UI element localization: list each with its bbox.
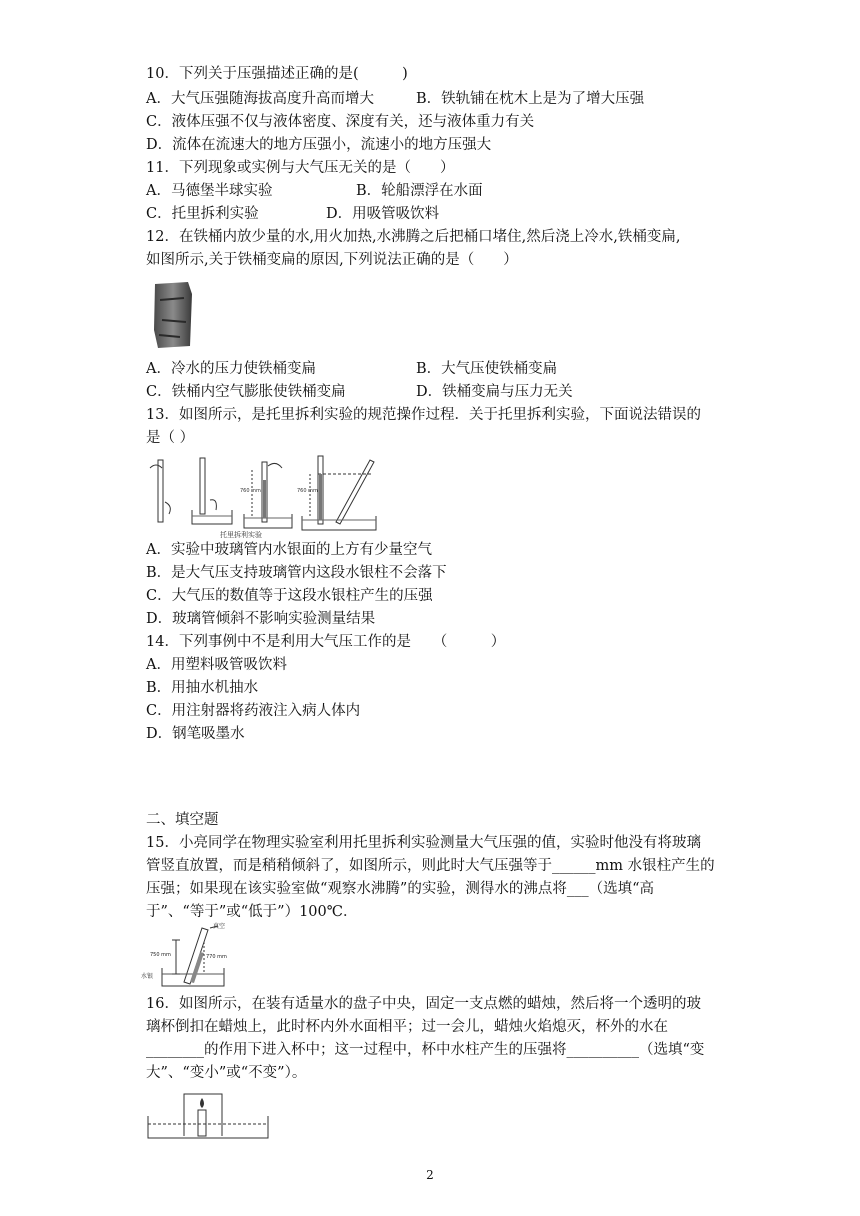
q15-line4: 于”、“等于”或“低于”）100℃．	[146, 904, 358, 920]
q12-option-b: B．大气压使铁桶变扁	[416, 361, 558, 377]
q10-option-c: C．液体压强不仅与液体密度、深度有关，还与液体重力有关	[146, 114, 535, 130]
q16-line1: 16．如图所示，在装有适量水的盘子中央，固定一支点燃的蜡烛，然后将一个透明的玻	[146, 996, 701, 1012]
q11-option-a: A．马德堡半球实验	[146, 183, 273, 199]
q13-option-a: A．实验中玻璃管内水银面的上方有少量空气	[146, 542, 432, 558]
q15-figure-770mm-label: 770 mm	[206, 954, 227, 960]
q14-option-c: C．用注射器将药液注入病人体内	[146, 703, 361, 719]
q15-line3: 压强；如果现在该实验室做“观察水沸腾”的实验，测得水的沸点将___（选填“高	[146, 881, 654, 897]
q10-stem: 10．下列关于压强描述正确的是( )	[146, 66, 408, 82]
q13-figure-caption: 托里拆利实验	[220, 531, 262, 538]
q12-option-a: A．冷水的压力使铁桶变扁	[146, 361, 316, 377]
q12-stem-line1: 12．在铁桶内放少量的水,用火加热,水沸腾之后把桶口堵住,然后浇上冷水,铁桶变扁,	[146, 229, 681, 245]
q12-option-c: C．铁桶内空气膨胀使铁桶变扁	[146, 384, 346, 400]
candle-in-glass-figure	[146, 1088, 276, 1144]
flattened-iron-bucket-image	[150, 280, 196, 350]
section-title-fill-in-blanks: 二、填空题	[146, 812, 219, 828]
q14-stem: 14．下列事例中不是利用大气压工作的是 （ ）	[146, 634, 506, 650]
tilted-tube-figure	[140, 922, 240, 990]
q15-figure-mercury-label: 水银	[141, 973, 154, 980]
q13-option-d: D．玻璃管倾斜不影响实验测量结果	[146, 611, 376, 627]
q10-option-d: D．流体在流速大的地方压强小，流速小的地方压强大	[146, 137, 492, 153]
q12-option-d: D．铁桶变扁与压力无关	[416, 384, 573, 400]
q10-option-a: A．大气压强随海拔高度升高而增大	[146, 91, 374, 107]
q14-option-d: D．钢笔吸墨水	[146, 726, 245, 742]
q16-line2: 璃杯倒扣在蜡烛上，此时杯内外水面相平；过一会儿，蜡烛火焰熄灭，杯外的水在	[146, 1019, 668, 1035]
q12-stem-line2: 如图所示,关于铁桶变扁的原因,下列说法正确的是（ ）	[146, 252, 518, 268]
q15-figure-vacuum-label: 真空	[213, 923, 226, 930]
torricelli-experiment-figure	[140, 452, 380, 538]
q13-stem-line1: 13．如图所示，是托里拆利实验的规范操作过程．关于托里拆利实验，下面说法错误的	[146, 407, 701, 423]
q13-option-c: C．大气压的数值等于这段水银柱产生的压强	[146, 588, 433, 604]
q11-stem: 11．下列现象或实例与大气压无关的是（ ）	[146, 160, 455, 176]
q16-line3: ________的作用下进入杯中；这一过程中，杯中水柱产生的压强将__________（选填“变	[146, 1042, 705, 1058]
q11-option-c: C．托里拆利实验	[146, 206, 259, 222]
q13-figure-760mm-label-1: 760 mm	[240, 488, 261, 494]
q11-option-b: B．轮船漂浮在水面	[356, 183, 483, 199]
q15-line1: 15．小亮同学在物理实验室利用托里拆利实验测量大气压强的值，实验时他没有将玻璃	[146, 835, 701, 851]
q14-option-b: B．用抽水机抽水	[146, 680, 259, 696]
q16-line4: 大”、“变小”或“不变”）。	[146, 1065, 307, 1081]
q14-option-a: A．用塑料吸管吸饮料	[146, 657, 287, 673]
page-number: 2	[426, 1168, 434, 1182]
q13-option-b: B．是大气压支持玻璃管内这段水银柱不会落下	[146, 565, 447, 581]
q10-option-b: B．铁轨铺在枕木上是为了增大压强	[416, 91, 645, 107]
q11-option-d: D．用吸管吸饮料	[326, 206, 440, 222]
q13-stem-line2: 是（ ）	[146, 430, 195, 446]
q15-figure-750mm-label: 750 mm	[150, 952, 171, 958]
q13-figure-760mm-label-2: 760 mm	[297, 488, 318, 494]
q15-line2: 管竖直放置，而是稍稍倾斜了，如图所示，则此时大气压强等于______mm 水银柱产生的	[146, 858, 715, 874]
